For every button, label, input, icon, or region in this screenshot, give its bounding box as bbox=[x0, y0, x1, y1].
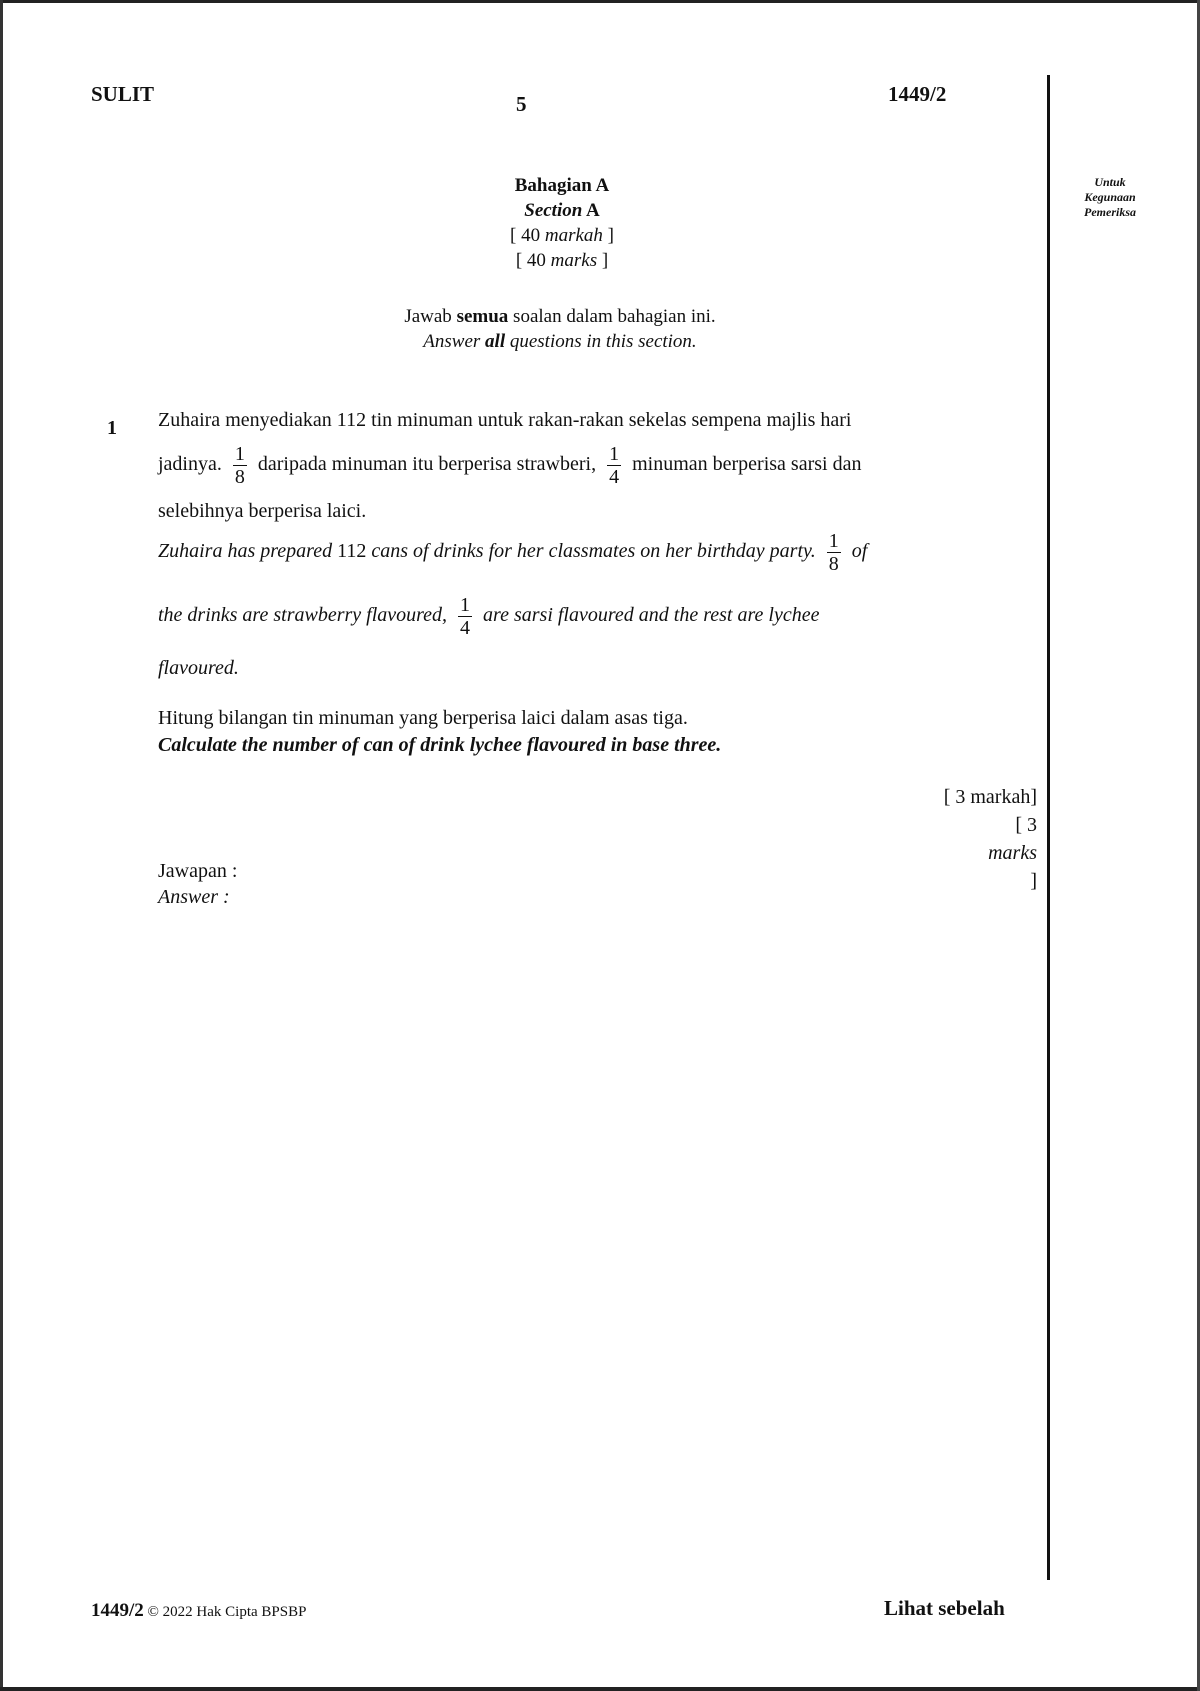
question-ms-line3: selebihnya berperisa laici. bbox=[158, 500, 367, 522]
examiner-use-label bbox=[1060, 175, 1160, 220]
question-en-line2-b: are sarsi flavoured and the rest are lychee bbox=[483, 604, 820, 627]
instruction-en-bold: all bbox=[485, 331, 506, 352]
question-ms-line2-b: daripada minuman itu berperisa strawberi, bbox=[257, 453, 597, 476]
question-en-line2 bbox=[158, 594, 819, 639]
fraction-one-quarter bbox=[607, 443, 621, 488]
fraction-numerator: 1 bbox=[609, 443, 620, 465]
question-marks bbox=[944, 783, 1037, 895]
instruction-en-post: questions in this section. bbox=[505, 331, 697, 352]
examiner-label-line1: Untuk bbox=[1094, 175, 1126, 189]
fraction-one-eighth bbox=[233, 443, 247, 488]
question-en-line2-a: the drinks are strawberry flavoured, bbox=[158, 604, 448, 627]
section-marks-en-close: ] bbox=[597, 250, 609, 271]
section-title-en-word: Section bbox=[524, 200, 583, 221]
footer-copyright bbox=[91, 1600, 306, 1622]
answer-area bbox=[158, 858, 237, 910]
fraction-numerator: 1 bbox=[828, 530, 839, 552]
header-confidential-label: SULIT bbox=[91, 82, 155, 106]
section-marks-en-word: marks bbox=[550, 250, 598, 271]
question-en-line1-number: 112 bbox=[337, 540, 367, 563]
question-ms-line1: Zuhaira menyediakan 112 tin minuman untuk rakan-rakan sekelas sempena majlis hari bbox=[158, 409, 852, 431]
instruction-en bbox=[300, 329, 820, 354]
question-number: 1 bbox=[107, 417, 117, 439]
fraction-numerator: 1 bbox=[234, 443, 245, 465]
section-title-ms: Bahagian A bbox=[514, 175, 610, 196]
section-title-en-letter: A bbox=[586, 200, 600, 221]
section-instructions bbox=[300, 304, 820, 354]
question-task-ms: Hitung bilangan tin minuman yang berperisa laici dalam asas tiga. bbox=[158, 707, 688, 729]
fraction-one-quarter-en bbox=[458, 594, 472, 639]
instruction-ms-bold: semua bbox=[456, 306, 509, 327]
section-marks-ms-word: markah bbox=[544, 225, 603, 246]
section-marks-en-open: [ 40 bbox=[515, 250, 551, 271]
section-marks-ms-close: ] bbox=[602, 225, 614, 246]
question-en-line1-c: of bbox=[851, 540, 868, 563]
fraction-denominator: 8 bbox=[828, 553, 839, 575]
fraction-numerator: 1 bbox=[460, 594, 471, 616]
question-marks-en-word: marks bbox=[988, 842, 1037, 864]
instruction-ms-pre: Jawab bbox=[404, 306, 457, 327]
section-marks-en bbox=[450, 248, 674, 273]
question-ms-line2 bbox=[158, 443, 861, 488]
section-marks-ms-open: [ 40 bbox=[510, 225, 545, 246]
examiner-margin-line bbox=[1047, 75, 1050, 1580]
section-title-en bbox=[450, 198, 674, 223]
footer-copyright-text: © 2022 Hak Cipta BPSBP bbox=[143, 1604, 307, 1620]
examiner-label-line2: Kegunaan bbox=[1084, 190, 1136, 204]
footer-paper-code: 1449/2 bbox=[91, 1600, 144, 1621]
question-en-line1-a: Zuhaira has prepared bbox=[158, 540, 338, 563]
section-marks-ms bbox=[450, 223, 674, 248]
page-edge-top bbox=[0, 0, 1200, 3]
question-ms-line2-a: jadinya. bbox=[158, 453, 222, 476]
examiner-label-line3: Pemeriksa bbox=[1084, 205, 1136, 219]
page-edge-left bbox=[0, 0, 3, 1691]
header-paper-code: 1449/2 bbox=[888, 82, 947, 106]
question-ms-line2-c: minuman berperisa sarsi dan bbox=[632, 453, 862, 476]
instruction-ms-post: soalan dalam bahagian ini. bbox=[508, 306, 716, 327]
question-task-en: Calculate the number of can of drink lychee flavoured in base three. bbox=[158, 734, 722, 756]
question-en-line3: flavoured. bbox=[158, 657, 239, 679]
question-en-line1 bbox=[158, 530, 867, 575]
instruction-ms bbox=[300, 304, 820, 329]
fraction-one-eighth-en bbox=[827, 530, 841, 575]
instruction-en-pre: Answer bbox=[423, 331, 486, 352]
question-en-line1-b: cans of drinks for her classmates on her birthday party. bbox=[366, 540, 816, 563]
answer-label-ms: Jawapan : bbox=[158, 860, 238, 882]
section-heading bbox=[450, 173, 674, 273]
answer-label-en: Answer : bbox=[158, 886, 230, 908]
question-marks-ms: [ 3 markah] bbox=[943, 786, 1037, 808]
page-edge-bottom bbox=[0, 1687, 1200, 1691]
fraction-denominator: 4 bbox=[460, 617, 471, 639]
question-marks-en-open: [ 3 bbox=[1015, 814, 1037, 836]
footer-next-page: Lihat sebelah bbox=[884, 1596, 1005, 1620]
fraction-denominator: 4 bbox=[609, 466, 620, 488]
page-number: 5 bbox=[516, 92, 527, 116]
question-marks-en-close: ] bbox=[1030, 870, 1037, 892]
question-marks-en bbox=[944, 811, 1037, 895]
fraction-denominator: 8 bbox=[234, 466, 245, 488]
